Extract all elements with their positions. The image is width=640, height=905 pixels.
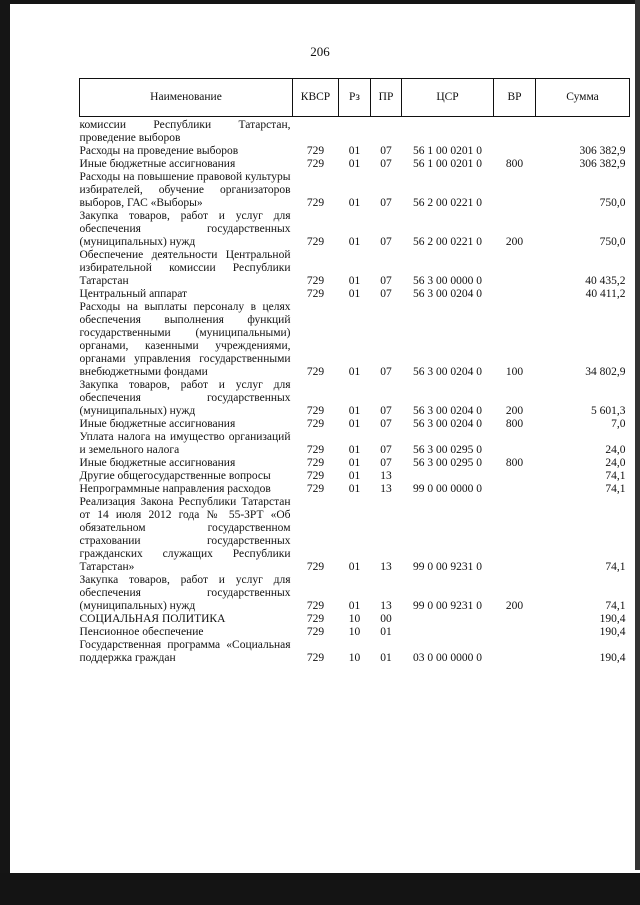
cell-sum: 74,1 [605, 470, 626, 482]
page-number: 206 [310, 44, 330, 59]
cell-pr: 07 [380, 405, 392, 417]
cell-name: Расходы на повышение правовой культуры избирателей, обучение организаторов выборов, ГАС «Выборы» [79, 171, 291, 209]
cell-pr [371, 117, 402, 146]
cell-kvsr: 729 [306, 418, 325, 430]
cell-vr [494, 117, 536, 146]
cell-rz: 01 [348, 561, 361, 573]
cell-vr [494, 639, 536, 665]
cell-vr [494, 431, 536, 457]
cell-sum: 74,1 [605, 483, 626, 495]
cell-vr [494, 613, 536, 626]
table-row [80, 171, 630, 210]
cell-vr: 100 [505, 366, 524, 378]
budget-table [79, 78, 630, 665]
cell-vr: 800 [505, 158, 524, 170]
cell-vr [494, 249, 536, 288]
table-row [80, 288, 630, 301]
table-row [80, 431, 630, 457]
cell-kvsr: 729 [306, 236, 325, 248]
cell-name: Государственная программа «Социальная поддержка граждан [79, 639, 291, 664]
cell-sum: 74,1 [605, 561, 626, 573]
cell-kvsr: 729 [306, 275, 325, 287]
cell-name: Другие общегосударственные вопросы [79, 470, 271, 482]
cell-rz: 01 [348, 457, 361, 469]
cell-rz: 01 [348, 288, 361, 300]
scan-edge-left [0, 0, 10, 905]
cell-kvsr: 729 [306, 652, 325, 664]
cell-name: Иные бюджетные ассигнования [79, 158, 236, 170]
cell-pr: 13 [380, 483, 392, 495]
cell-rz: 01 [348, 275, 361, 287]
cell-pr: 07 [380, 288, 392, 300]
cell-kvsr: 729 [306, 197, 325, 209]
cell-name: Иные бюджетные ассигнования [79, 457, 236, 469]
cell-vr [494, 496, 536, 574]
scan-edge-bottom [0, 873, 640, 905]
cell-csr [402, 626, 494, 639]
cell-csr: 56 3 00 0000 0 [413, 275, 482, 287]
cell-kvsr [293, 117, 339, 146]
cell-name: Иные бюджетные ассигнования [79, 418, 236, 430]
cell-vr: 200 [505, 600, 524, 612]
cell-csr: 56 1 00 0201 0 [413, 158, 482, 170]
cell-kvsr: 729 [306, 457, 325, 469]
cell-rz: 01 [348, 405, 361, 417]
cell-name: Центральный аппарат [79, 288, 188, 300]
table-row [80, 496, 630, 574]
cell-vr: 800 [505, 418, 524, 430]
cell-sum: 190,4 [599, 652, 626, 664]
cell-kvsr: 729 [306, 470, 325, 482]
table-row [80, 626, 630, 639]
cell-name: Закупка товаров, работ и услуг для обеспечения государственных (муниципальных) нужд [79, 574, 291, 612]
cell-name: Пенсионное обеспечение [79, 626, 204, 638]
table-row [80, 613, 630, 626]
cell-sum: 306 382,9 [579, 158, 626, 170]
cell-pr: 07 [380, 236, 392, 248]
table-row [80, 470, 630, 483]
cell-pr: 13 [380, 470, 392, 482]
cell-rz: 01 [348, 366, 361, 378]
cell-kvsr: 729 [306, 613, 325, 625]
cell-vr [494, 470, 536, 483]
cell-rz: 01 [348, 158, 361, 170]
cell-pr: 07 [380, 145, 392, 157]
table-row [80, 457, 630, 470]
cell-rz: 01 [348, 418, 361, 430]
table-row [80, 301, 630, 379]
cell-name: Расходы на выплаты персоналу в целях обеспечения выполнения функций государственными (муниципальными) органами, казенными учреждениями, органами управления государственными внебюджетными фондами [79, 301, 291, 378]
cell-vr [494, 483, 536, 496]
table-row [80, 574, 630, 613]
cell-csr: 99 0 00 9231 0 [413, 561, 482, 573]
cell-rz [339, 117, 371, 146]
cell-vr [494, 626, 536, 639]
cell-csr: 99 0 00 9231 0 [413, 600, 482, 612]
cell-name: Непрограммные направления расходов [79, 483, 271, 495]
cell-sum: 34 802,9 [585, 366, 626, 378]
cell-kvsr: 729 [306, 366, 325, 378]
cell-sum: 24,0 [605, 457, 626, 469]
header-vr: ВР [494, 79, 536, 117]
cell-pr: 07 [380, 418, 392, 430]
cell-name: Закупка товаров, работ и услуг для обеспечения государственных (муниципальных) нужд [79, 379, 291, 417]
cell-sum: 7,0 [611, 418, 626, 430]
table-row [80, 145, 630, 158]
cell-name: Расходы на проведение выборов [79, 145, 239, 157]
cell-csr: 56 2 00 0221 0 [413, 197, 482, 209]
cell-rz: 10 [348, 652, 361, 664]
cell-csr: 56 3 00 0295 0 [413, 457, 482, 469]
cell-rz: 01 [348, 444, 361, 456]
cell-kvsr: 729 [306, 444, 325, 456]
cell-sum: 750,0 [599, 197, 626, 209]
cell-sum: 190,4 [599, 626, 626, 638]
cell-csr [402, 613, 494, 626]
cell-vr: 200 [505, 405, 524, 417]
cell-pr: 13 [380, 561, 392, 573]
cell-kvsr: 729 [306, 288, 325, 300]
cell-name: Уплата налога на имущество организаций и земельного налога [79, 431, 291, 456]
cell-csr: 56 1 00 0201 0 [413, 145, 482, 157]
cell-name: Обеспечение деятельности Центральной избирательной комиссии Республики Татарстан [79, 249, 291, 287]
cell-name: Закупка товаров, работ и услуг для обеспечения государственных (муниципальных) нужд [79, 210, 291, 248]
cell-sum: 306 382,9 [579, 145, 626, 157]
table-body [80, 117, 630, 666]
cell-vr [494, 171, 536, 210]
header-kvsr: КВСР [293, 79, 339, 117]
cell-sum: 40 411,2 [585, 288, 626, 300]
table-row [80, 158, 630, 171]
cell-kvsr: 729 [306, 405, 325, 417]
table-row [80, 639, 630, 665]
cell-kvsr: 729 [306, 483, 325, 495]
cell-csr: 56 3 00 0204 0 [413, 288, 482, 300]
table-row [80, 117, 630, 146]
cell-rz: 10 [348, 626, 361, 638]
table-row [80, 483, 630, 496]
cell-kvsr: 729 [306, 561, 325, 573]
cell-rz: 10 [348, 613, 361, 625]
cell-sum: 5 601,3 [591, 405, 626, 417]
cell-sum: 74,1 [605, 600, 626, 612]
cell-sum: 40 435,2 [585, 275, 626, 287]
cell-kvsr: 729 [306, 626, 325, 638]
cell-rz: 01 [348, 470, 361, 482]
cell-vr [494, 288, 536, 301]
cell-rz: 01 [348, 600, 361, 612]
cell-pr: 07 [380, 275, 392, 287]
table-row [80, 379, 630, 418]
scan-edge-right [635, 0, 640, 870]
scan-edge-top [0, 0, 640, 4]
cell-csr: 56 3 00 0295 0 [413, 444, 482, 456]
cell-pr: 07 [380, 457, 392, 469]
cell-kvsr: 729 [306, 600, 325, 612]
cell-name: Реализация Закона Республики Татарстан от 14 июля 2012 года № 55-ЗРТ «Об обязательном государственном страховании государственных гражданских служащих Республики Татарстан» [79, 496, 291, 573]
cell-vr [494, 145, 536, 158]
cell-pr: 01 [380, 652, 392, 664]
cell-pr: 07 [380, 366, 392, 378]
cell-csr: 99 0 00 0000 0 [413, 483, 482, 495]
cell-sum: 190,4 [599, 613, 626, 625]
header-sum: Сумма [536, 79, 630, 117]
cell-rz: 01 [348, 236, 361, 248]
cell-sum: 750,0 [599, 236, 626, 248]
cell-pr: 13 [380, 600, 392, 612]
table-row [80, 249, 630, 288]
cell-csr [402, 470, 494, 483]
cell-kvsr: 729 [306, 158, 325, 170]
header-pr: ПР [371, 79, 402, 117]
cell-csr: 56 3 00 0204 0 [413, 366, 482, 378]
cell-vr: 800 [505, 457, 524, 469]
cell-csr [402, 117, 494, 146]
table-header-row [80, 79, 630, 117]
header-name: Наименование [80, 79, 293, 117]
cell-pr: 01 [380, 626, 392, 638]
cell-vr: 200 [505, 236, 524, 248]
cell-pr: 07 [380, 197, 392, 209]
cell-name: комиссии Республики Татарстан, проведение выборов [79, 119, 291, 144]
cell-rz: 01 [348, 197, 361, 209]
cell-sum [536, 117, 630, 146]
cell-csr: 56 3 00 0204 0 [413, 405, 482, 417]
cell-pr: 07 [380, 444, 392, 456]
cell-name: СОЦИАЛЬНАЯ ПОЛИТИКА [79, 613, 226, 625]
cell-csr: 56 3 00 0204 0 [413, 418, 482, 430]
cell-csr: 03 0 00 0000 0 [413, 652, 482, 664]
cell-pr: 00 [380, 613, 392, 625]
cell-rz: 01 [348, 483, 361, 495]
cell-pr: 07 [380, 158, 392, 170]
table-row [80, 210, 630, 249]
cell-kvsr: 729 [306, 145, 325, 157]
table-row [80, 418, 630, 431]
header-rz: Рз [339, 79, 371, 117]
cell-csr: 56 2 00 0221 0 [413, 236, 482, 248]
header-csr: ЦСР [402, 79, 494, 117]
cell-rz: 01 [348, 145, 361, 157]
cell-sum: 24,0 [605, 444, 626, 456]
